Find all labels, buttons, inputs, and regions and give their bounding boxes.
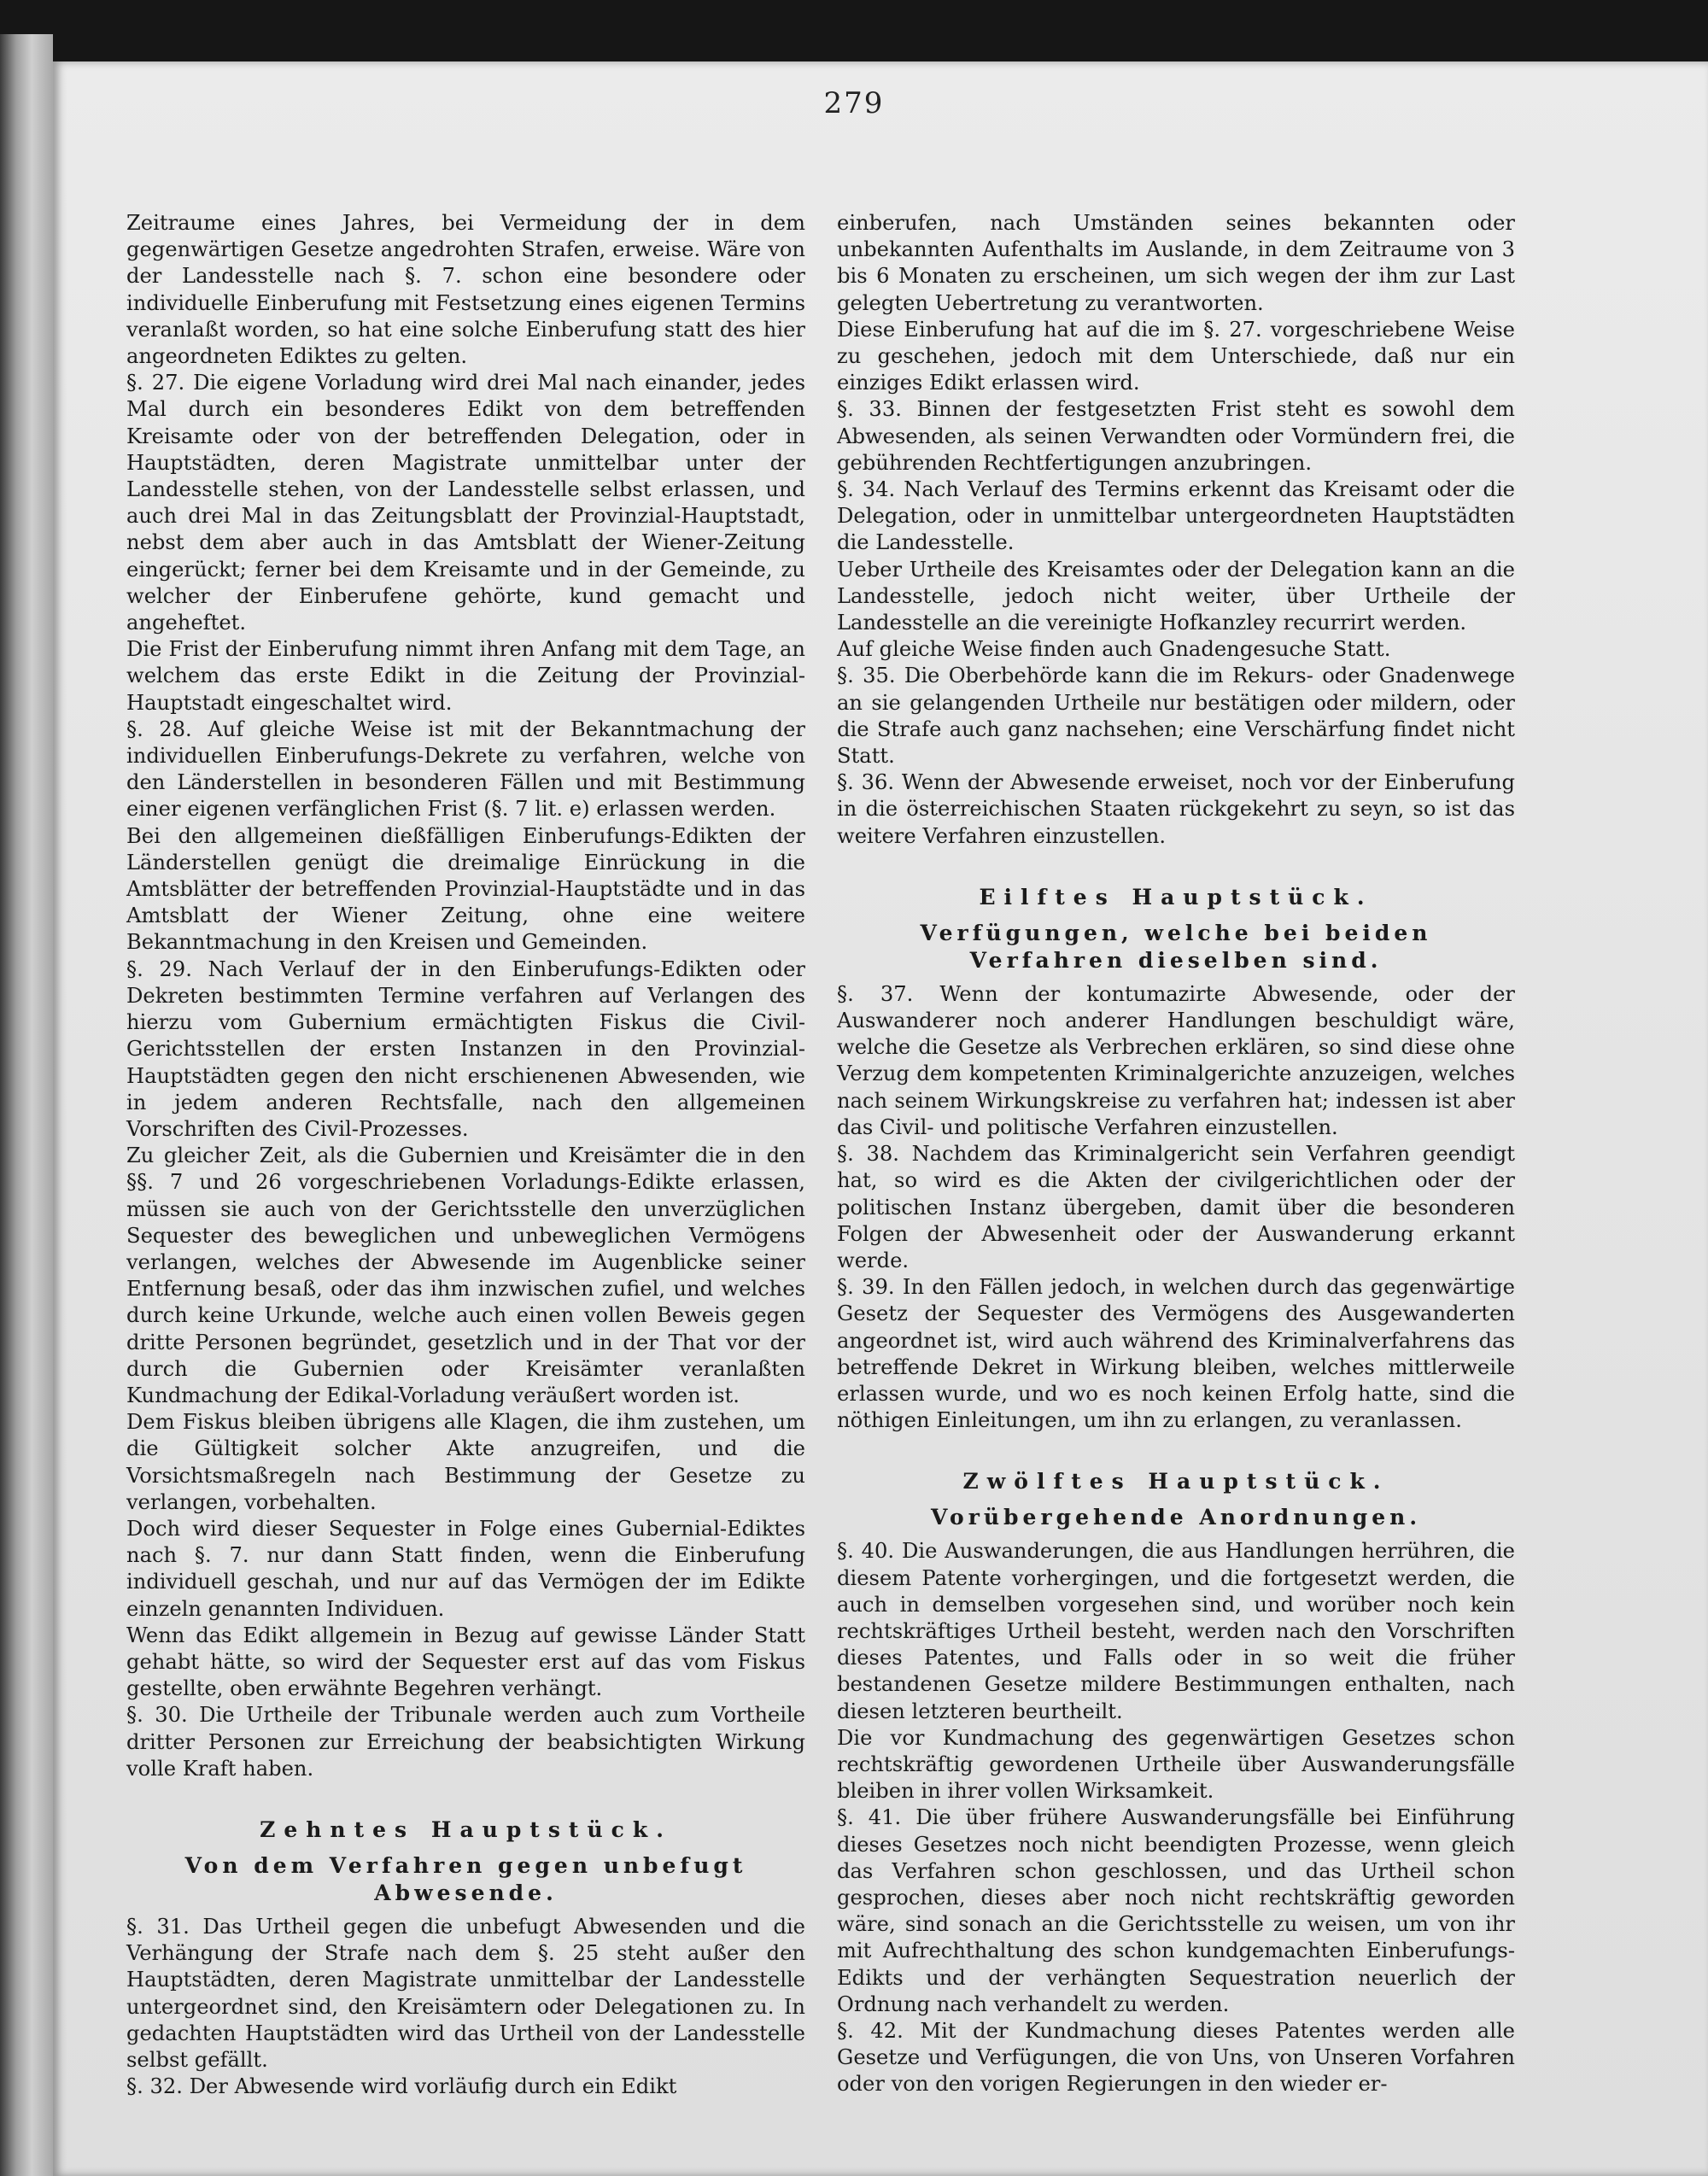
paragraph: Zeitraume eines Jahres, bei Vermeidung der in dem gegenwärtigen Gesetze angedrohten Strafen, erweise. Wäre von der Landesstelle nach §. 7. schon eine besondere oder individuelle Einberufung mit Festsetzung eines eigenen Termins veranlaßt worden, so hat eine solche Einberufung statt des hier angeordneten Ediktes zu gelten.	[126, 211, 805, 369]
paragraph: §. 34. Nach Verlauf des Termins erkennt das Kreisamt oder die Delegation, oder in unmittelbar untergeordneten Hauptstädten die Landesstelle.	[837, 477, 1515, 555]
paragraph: Bei den allgemeinen dießfälligen Einberufungs-Edikten der Länderstellen genügt die dreimalige Einrückung in die Amtsblätter der betreffenden Provinzial-Hauptstädte und in das Amtsblatt der Wiener Zeitung, ohne eine weitere Bekanntmachung in den Kreisen und Gemeinden.	[126, 823, 805, 955]
section-spacer	[126, 1782, 805, 1808]
left-text-column	[126, 210, 805, 2100]
section-heading: Zwölftes Hauptstück.	[962, 1469, 1389, 1495]
section-heading: Zehntes Hauptstück.	[260, 1816, 672, 1842]
paragraph: §. 40. Die Auswanderungen, die aus Handlungen herrühren, die diesem Patente vorhergingen, und die fortgesetzt werden, die auch in demselben vorgesehen sind, und worüber noch kein rechtskräftiges Urtheil besteht, werden nach den Vorschriften dieses Patentes, und Falls oder in so weit die früher bestandenen Gesetze mildere Bestimmungen enthalten, nach diesen letzteren beurtheilt.	[837, 1539, 1515, 1723]
paragraph: §. 33. Binnen der festgesetzten Frist steht es sowohl dem Abwesenden, als seinen Verwandten oder Vormündern frei, die gebührenden Rechtfertigungen anzubringen.	[837, 397, 1515, 475]
paragraph: §. 41. Die über frühere Auswanderungsfälle bei Einführung dieses Gesetzes noch nicht beendigten Prozesse, wenn gleich das Verfahren schon geschlossen, und das Urtheil schon gesprochen, dieses aber noch nicht rechtskräftig geworden wäre, sind sonach an die Gerichtsstelle zu weisen, um von ihr mit Aufrechthaltung des schon kundgemachten Einberufungs-Edikts und der verhängten Sequestration neuerlich der Ordnung nach verhandelt zu werden.	[837, 1805, 1515, 2016]
right-text-column	[837, 210, 1515, 2098]
paragraph: Wenn das Edikt allgemein in Bezug auf gewisse Länder Statt gehabt hätte, so wird der Sequester erst auf das vom Fiskus gestellte, oben erwähnte Begehren verhängt.	[126, 1623, 805, 1701]
page-number: 279	[823, 86, 885, 120]
section-subheading: Verfügungen, welche bei beiden Verfahren dieselben sind.	[920, 920, 1432, 973]
paragraph: §. 28. Auf gleiche Weise ist mit der Bekanntmachung der individuellen Einberufungs-Dekrete zu verfahren, welche von den Länderstellen in besonderen Fällen und mit Bestimmung einer eigenen verfänglichen Frist (§. 7 lit. e) erlassen werden.	[126, 717, 805, 822]
paragraph: Ueber Urtheile des Kreisamtes oder der Delegation kann an die Landesstelle, jedoch nicht weiter, über Urtheile der Landesstelle an die vereinigte Hofkanzley recurrirt werden.	[837, 557, 1515, 635]
paragraph: Die Frist der Einberufung nimmt ihren Anfang mit dem Tage, an welchem das erste Edikt in die Zeitung der Provinzial-Hauptstadt eingeschaltet wird.	[126, 637, 805, 715]
paragraph: §. 39. In den Fällen jedoch, in welchen durch das gegenwärtige Gesetz der Sequester des Vermögens des Ausgewanderten angeordnet ist, wird auch während des Kriminalverfahrens das betreffende Dekret in Wirkung bleiben, welches mittlerweile erlassen wurde, und wo es noch keinen Erfolg hatte, sind die nöthigen Einleitungen, um ihn zu erlangen, zu veranlassen.	[837, 1275, 1515, 1433]
paragraph: Zu gleicher Zeit, als die Gubernien und Kreisämter die in den §§. 7 und 26 vorgeschriebenen Vorladungs-Edikte erlassen, müssen sie auch von der Gerichtsstelle den unverzüglichen Sequester des beweglichen und unbeweglichen Vermögens verlangen, welches der Abwesende im Augenblicke seiner Entfernung besaß, oder das ihm inzwischen zufiel, und welches durch keine Urkunde, welche auch einen vollen Beweis gegen dritte Personen begründet, gesetzlich und in der That vor der durch die Gubernien oder Kreisämter veranlaßten Kundmachung der Edikal-Vorladung veräußert worden ist.	[126, 1144, 805, 1407]
scanner-top-border	[0, 0, 1708, 61]
section-subheading: Vorübergehende Anordnungen.	[930, 1505, 1422, 1530]
paragraph: §. 29. Nach Verlauf der in den Einberufungs-Edikten oder Dekreten bestimmten Termine verfahren auf Verlangen des hierzu vom Gubernium ermächtigten Fiskus die Civil-Gerichtsstellen der ersten Instanzen in den Provinzial-Hauptstädten gegen den nicht erschienenen Abwesenden, wie in jedem anderen Rechtsfalle, nach den allgemeinen Vorschriften des Civil-Prozesses.	[126, 956, 805, 1141]
paragraph: Doch wird dieser Sequester in Folge eines Gubernial-Ediktes nach §. 7. nur dann Statt finden, wenn die Einberufung individuell geschah, und nur auf das Vermögen der im Edikte einzeln genannten Individuen.	[126, 1516, 805, 1621]
paragraph: Die vor Kundmachung des gegenwärtigen Gesetzes schon rechtskräftig gewordenen Urtheile über Auswanderungsfälle bleiben in ihrer vollen Wirksamkeit.	[837, 1725, 1515, 1804]
paragraph: §. 30. Die Urtheile der Tribunale werden auch zum Vortheile dritter Personen zur Erreichung der beabsichtigten Wirkung volle Kraft haben.	[126, 1703, 805, 1781]
section-heading: Eilftes Hauptstück.	[979, 884, 1373, 910]
paragraph: §. 38. Nachdem das Kriminalgericht sein Verfahren geendigt hat, so wird es die Akten der civilgerichtlichen oder der politischen Instanz übergeben, damit über die besonderen Folgen der Abwesenheit oder der Auswanderung erkannt werde.	[837, 1142, 1515, 1272]
paragraph: Dem Fiskus bleiben übrigens alle Klagen, die ihm zustehen, um die Gültigkeit solcher Akte anzugreifen, und die Vorsichtsmaßregeln nach Bestimmung der Gesetze zu verlangen, vorbehalten.	[126, 1410, 805, 1514]
paragraph: §. 36. Wenn der Abwesende erweiset, noch vor der Einberufung in die österreichischen Staaten rückgekehrt zu seyn, so ist das weitere Verfahren einzustellen.	[837, 770, 1515, 848]
paragraph: §. 37. Wenn der kontumazirte Abwesende, oder der Auswanderer noch anderer Handlungen beschuldigt wäre, welche die Gesetze als Verbrechen erklären, so sind diese ohne Verzug dem kompetenten Kriminalgerichte anzuzeigen, welches nach seinem Wirkungskreise zu verfahren hat; indessen ist aber das Civil- und politische Verfahren einzustellen.	[837, 981, 1515, 1139]
section-spacer	[837, 1434, 1515, 1459]
section-spacer	[837, 850, 1515, 875]
paragraph: einberufen, nach Umständen seines bekannten oder unbekannten Aufenthalts im Auslande, in dem Zeitraume von 3 bis 6 Monaten zu erscheinen, um sich wegen der ihm zur Last gelegten Uebertretung zu verantworten.	[837, 211, 1515, 315]
section-subheading: Von dem Verfahren gegen unbefugt Abwesende.	[184, 1852, 747, 1905]
paragraph: Auf gleiche Weise finden auch Gnadengesuche Statt.	[837, 637, 1391, 662]
paragraph: §. 31. Das Urtheil gegen die unbefugt Abwesenden und die Verhängung der Strafe nach dem §. 25 steht außer den Hauptstädten, deren Magistrate unmittelbar der Landesstelle untergeordnet sind, den Kreisämtern oder Delegationen zu. In gedachten Hauptstädten wird das Urtheil von der Landesstelle selbst gefällt.	[126, 1914, 805, 2072]
paragraph: §. 27. Die eigene Vorladung wird drei Mal nach einander, jedes Mal durch ein besonderes Edikt von dem betreffenden Kreisamte oder von der betreffenden Delegation, oder in Hauptstädten, deren Magistrate unmittelbar unter der Landesstelle stehen, von der Landesstelle selbst erlassen, und auch drei Mal in das Zeitungsblatt der Provinzial-Hauptstadt, nebst dem aber auch in das Amtsblatt der Wiener-Zeitung eingerückt; ferner bei dem Kreisamte und in der Gemeinde, zu welcher der Einberufene gehörte, kund gemacht und angeheftet.	[126, 371, 805, 635]
paragraph: §. 32. Der Abwesende wird vorläufig durch ein Edikt	[126, 2074, 677, 2099]
paragraph: Diese Einberufung hat auf die im §. 27. vorgeschriebene Weise zu geschehen, jedoch mit dem Unterschiede, daß nur ein einziges Edikt erlassen wird.	[837, 317, 1515, 395]
page-gutter-edge	[0, 34, 53, 2176]
paragraph: §. 42. Mit der Kundmachung dieses Patentes werden alle Gesetze und Verfügungen, die von Uns, von Unseren Vorfahren oder von den vorigen Regierungen in den wieder er-	[837, 2018, 1515, 2097]
paragraph: §. 35. Die Oberbehörde kann die im Rekurs- oder Gnadenwege an sie gelangenden Urtheile nur bestätigen oder mildern, oder die Strafe auch ganz nachsehen; eine Verschärfung findet nicht Statt.	[837, 664, 1515, 769]
